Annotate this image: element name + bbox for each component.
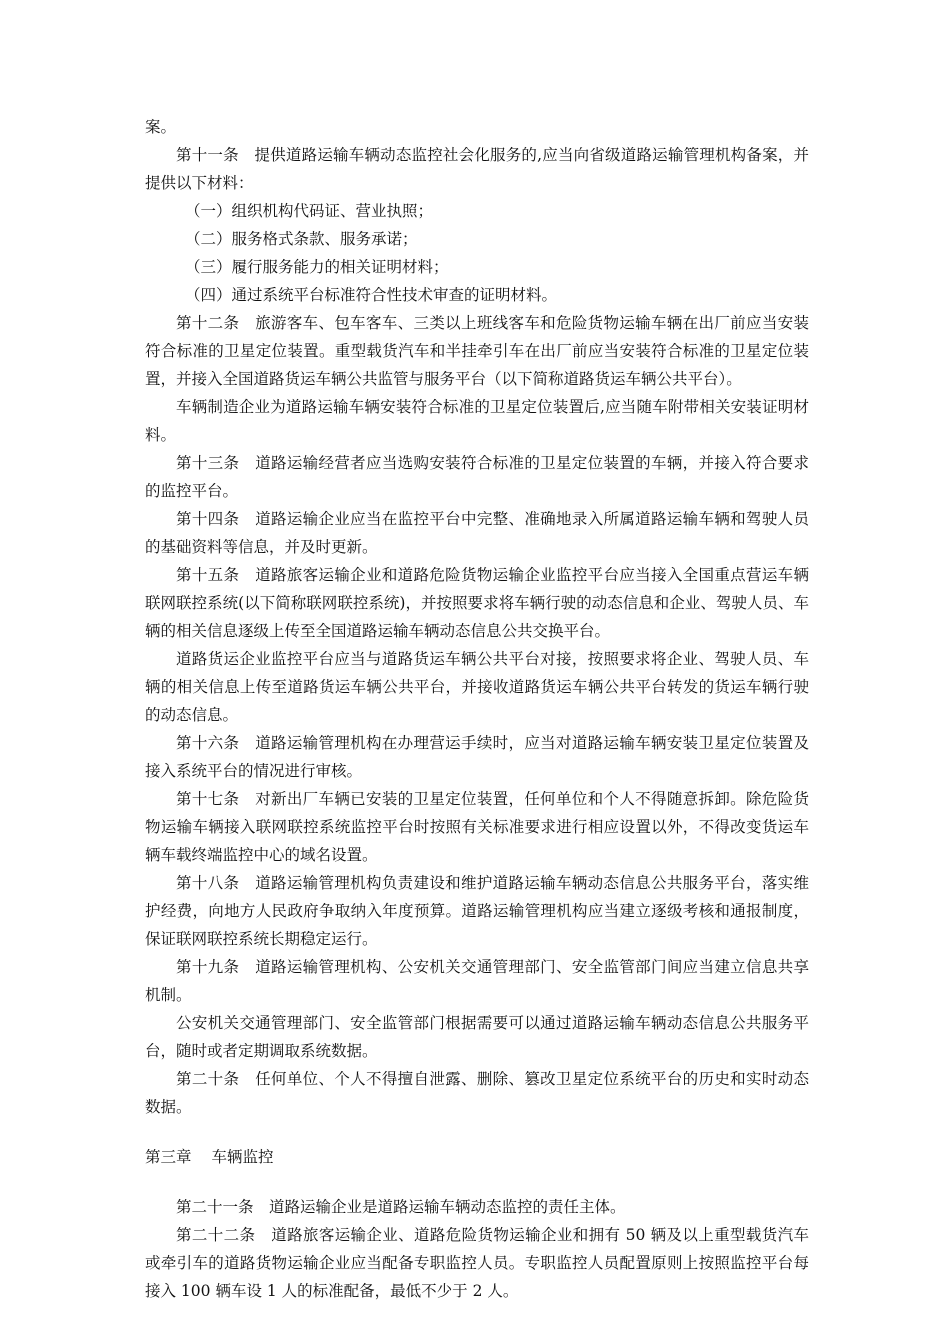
paragraph-text: 道路运输管理机构、公安机关交通管理部门、安全监管部门间应当建立信息共享机制。 — [145, 958, 809, 1004]
article-paragraph — [145, 869, 809, 953]
paragraph — [145, 393, 809, 449]
article-paragraph — [145, 953, 809, 1009]
article-number: 第十八条 — [176, 874, 240, 892]
article-block-2 — [145, 1193, 809, 1305]
chapter-number: 第三章 — [145, 1148, 192, 1166]
paragraph-text: 提供道路运输车辆动态监控社会化服务的,应当向省级道路运输管理机构备案，并提供以下材料： — [145, 146, 809, 192]
article-paragraph — [145, 505, 809, 561]
article-paragraph — [145, 561, 809, 645]
article-number: 第十九条 — [176, 958, 240, 976]
paragraph-text: 道路旅客运输企业、道路危险货物运输企业和拥有 50 辆及以上重型载货汽车或牵引车的道路货物运输企业应当配备专职监控人员。专职监控人员配置原则上按照监控平台每接入 100 辆车设 1 人的标准配备，最低不少于 2 人。 — [145, 1226, 809, 1300]
paragraph-text: 道路运输经营者应当选购安装符合标准的卫星定位装置的车辆，并接入符合要求的监控平台。 — [145, 454, 809, 500]
article-number: 第十三条 — [176, 454, 240, 472]
article-number: 第十五条 — [176, 566, 240, 584]
paragraph-text: 道路运输管理机构负责建设和维护道路运输车辆动态信息公共服务平台，落实维护经费，向地方人民政府争取纳入年度预算。道路运输管理机构应当建立逐级考核和通报制度，保证联网联控系统长期稳定运行。 — [145, 874, 809, 948]
paragraph-text: 公安机关交通管理部门、安全监管部门根据需要可以通过道路运输车辆动态信息公共服务平台，随时或者定期调取系统数据。 — [145, 1014, 809, 1060]
article-number: 第二十一条 — [176, 1198, 254, 1216]
article-paragraph — [145, 1193, 809, 1221]
article-paragraph — [145, 309, 809, 393]
paragraph-text: 道路运输企业是道路运输车辆动态监控的责任主体。 — [269, 1198, 626, 1216]
paragraph-text: 案。 — [145, 118, 177, 136]
list-item — [145, 253, 809, 281]
article-paragraph — [145, 141, 809, 197]
paragraph-text: 道路货运企业监控平台应当与道路货运车辆公共平台对接，按照要求将企业、驾驶人员、车辆的相关信息上传至道路货运车辆公共平台，并接收道路货运车辆公共平台转发的货运车辆行驶的动态信息。 — [145, 650, 809, 724]
paragraph-text: （二）服务格式条款、服务承诺； — [185, 230, 418, 248]
chapter-heading — [145, 1143, 809, 1171]
paragraph-text: 道路运输企业应当在监控平台中完整、准确地录入所属道路运输车辆和驾驶人员的基础资料等信息，并及时更新。 — [145, 510, 809, 556]
article-number: 第十二条 — [176, 314, 240, 332]
document-body — [145, 113, 809, 1305]
article-number: 第二十二条 — [176, 1226, 256, 1244]
paragraph-text: 任何单位、个人不得擅自泄露、删除、篡改卫星定位系统平台的历史和实时动态数据。 — [145, 1070, 809, 1116]
paragraph-text: 车辆制造企业为道路运输车辆安装符合标准的卫星定位装置后,应当随车附带相关安装证明材料。 — [145, 398, 809, 444]
article-paragraph — [145, 1221, 809, 1305]
list-item — [145, 281, 809, 309]
paragraph — [145, 1009, 809, 1065]
article-paragraph — [145, 785, 809, 869]
article-block-1 — [145, 113, 809, 1121]
article-number: 第十六条 — [176, 734, 240, 752]
article-number: 第十四条 — [176, 510, 240, 528]
article-paragraph — [145, 1065, 809, 1121]
article-paragraph — [145, 729, 809, 785]
article-number: 第二十条 — [176, 1070, 240, 1088]
continued-text — [145, 113, 809, 141]
list-item — [145, 197, 809, 225]
paragraph-text: （一）组织机构代码证、营业执照； — [185, 202, 434, 220]
paragraph-text: 道路运输管理机构在办理营运手续时，应当对道路运输车辆安装卫星定位装置及接入系统平台的情况进行审核。 — [145, 734, 809, 780]
chapter-title: 车辆监控 — [211, 1148, 274, 1166]
paragraph-text: （三）履行服务能力的相关证明材料； — [185, 258, 449, 276]
paragraph-text: 对新出厂车辆已安装的卫星定位装置，任何单位和个人不得随意拆卸。除危险货物运输车辆接入联网联控系统监控平台时按照有关标准要求进行相应设置以外，不得改变货运车辆车载终端监控中心的域名设置。 — [145, 790, 809, 864]
paragraph-text: 道路旅客运输企业和道路危险货物运输企业监控平台应当接入全国重点营运车辆联网联控系统(以下简称联网联控系统)，并按照要求将车辆行驶的动态信息和企业、驾驶人员、车辆的相关信息逐级上传至全国道路运输车辆动态信息公共交换平台。 — [145, 566, 809, 640]
paragraph-text: （四）通过系统平台标准符合性技术审查的证明材料。 — [185, 286, 558, 304]
article-number: 第十七条 — [176, 790, 240, 808]
article-paragraph — [145, 449, 809, 505]
list-item — [145, 225, 809, 253]
paragraph-text: 旅游客车、包车客车、三类以上班线客车和危险货物运输车辆在出厂前应当安装符合标准的卫星定位装置。重型载货汽车和半挂牵引车在出厂前应当安装符合标准的卫星定位装置，并接入全国道路货运车辆公共监管与服务平台（以下简称道路货运车辆公共平台）。 — [145, 314, 809, 388]
paragraph — [145, 645, 809, 729]
article-number: 第十一条 — [176, 146, 239, 164]
